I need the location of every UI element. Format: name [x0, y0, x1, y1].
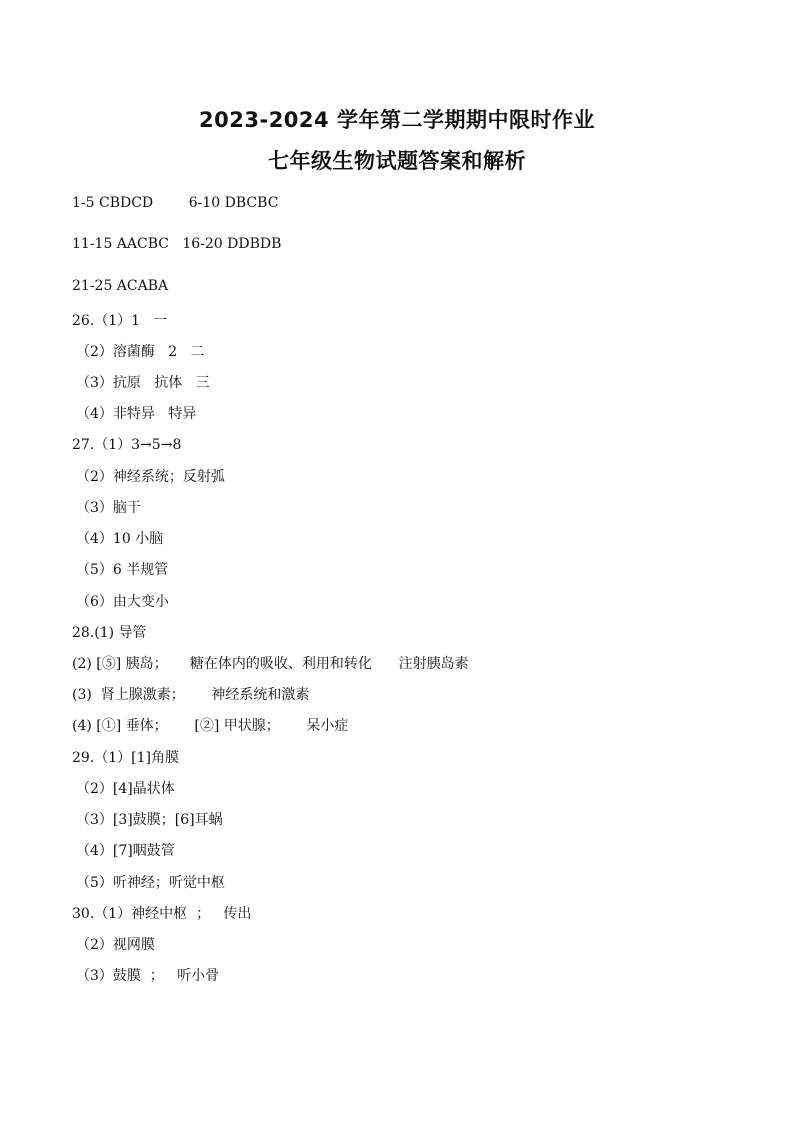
answer-line-q28-2: (2) [⑤] 胰岛； 糖在体内的吸收、利用和转化 注射胰岛素 [72, 656, 469, 672]
answer-line-q29-2: （2）[4]晶状体 [76, 781, 175, 797]
answer-line-q30-1: 30.（1）神经中枢 ； 传出 [72, 906, 252, 922]
answer-line-q29-4: （4）[7]咽鼓管 [76, 843, 175, 859]
answer-line-q27-5: （5）6 半规管 [76, 562, 169, 578]
answer-line-q30-2: （2）视网膜 [76, 937, 155, 953]
answer-line-q26-4: （4）非特异 特异 [76, 406, 197, 422]
answer-line-mcq-1-10: 1-5 CBDCD 6-10 DBCBC [72, 195, 279, 211]
answer-line-q27-6: （6）由大变小 [76, 594, 169, 610]
answer-line-q27-2: （2）神经系统；反射弧 [76, 469, 225, 485]
answer-line-q26-3: （3）抗原 抗体 三 [76, 375, 210, 391]
answer-line-q26-1: 26.（1）1 一 [72, 313, 168, 329]
answer-line-q29-1: 29.（1）[1]角膜 [72, 750, 180, 766]
answer-line-q29-3: （3）[3]鼓膜；[6]耳蜗 [76, 812, 223, 828]
document-subtitle: 七年级生物试题答案和解析 [268, 149, 526, 173]
answer-line-q28-3: (3) 肾上腺激素； 神经系统和激素 [72, 687, 310, 703]
document-title: 2023-2024 学年第二学期期中限时作业 [199, 108, 595, 132]
answer-line-q28-4: (4) [①] 垂体； [②] 甲状腺； 呆小症 [72, 718, 349, 734]
answer-line-q30-3: （3）鼓膜 ； 听小骨 [76, 968, 220, 984]
answer-line-mcq-11-20: 11-15 AACBC 16-20 DDBDB [72, 236, 282, 252]
answer-line-q29-5: （5）听神经；听觉中枢 [76, 875, 225, 891]
answer-line-q27-1: 27.（1）3→5→8 [72, 437, 182, 453]
answer-line-q26-2: （2）溶菌酶 2 二 [76, 344, 205, 360]
answer-line-q28-1: 28.(1) 导管 [72, 625, 147, 641]
answer-line-q27-3: （3）脑干 [76, 500, 141, 516]
answer-line-q27-4: （4）10 小脑 [76, 531, 164, 547]
answer-line-mcq-21-25: 21-25 ACABA [72, 278, 169, 294]
